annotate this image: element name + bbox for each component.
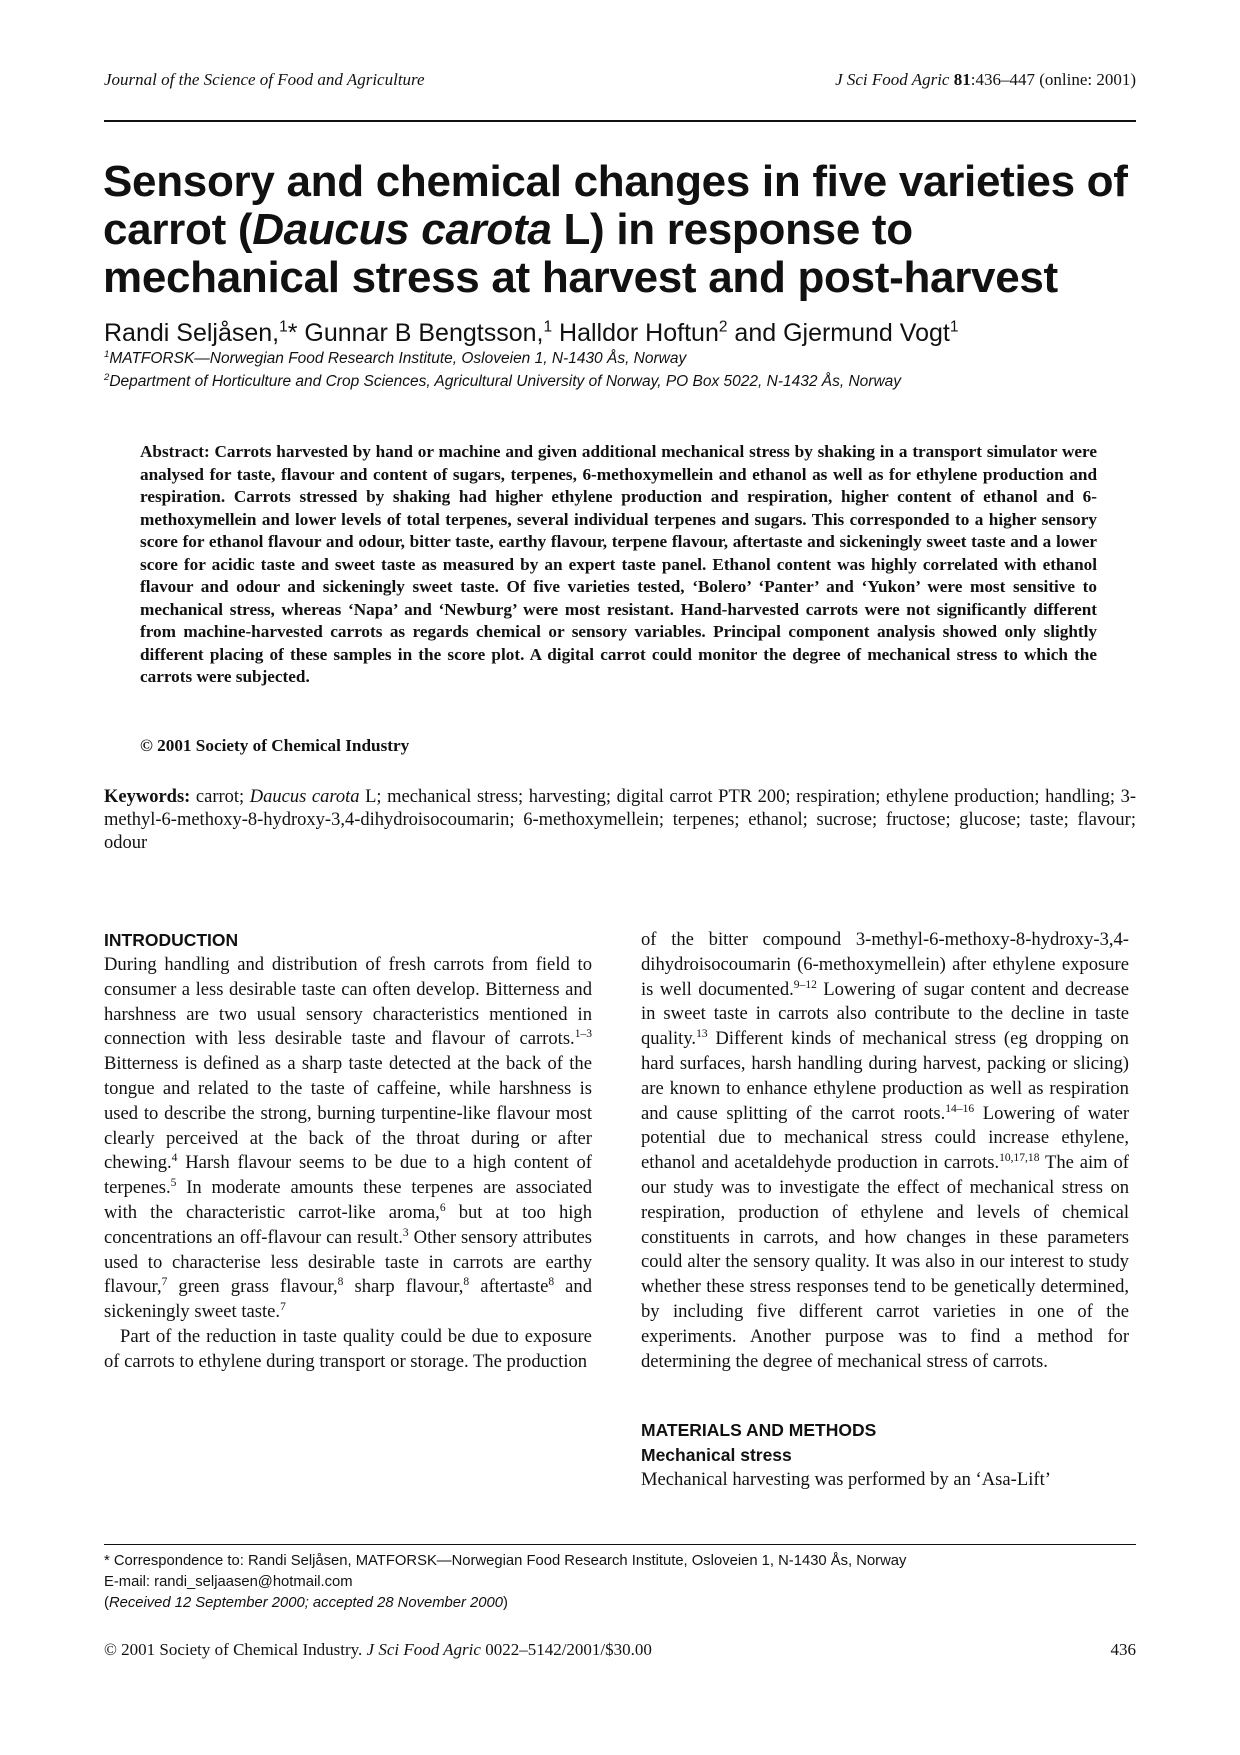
body-column-left — [104, 928, 592, 1375]
correspondence-mark: * — [287, 319, 298, 347]
page-footer — [104, 1640, 1136, 1664]
header-rule — [104, 120, 1136, 122]
citation-ref: 9–12 — [793, 978, 817, 991]
abstract-label: Abstract: — [140, 442, 210, 461]
body-column-right — [641, 928, 1129, 1493]
citation-journal: J Sci Food Agric — [835, 70, 950, 89]
author-1: Randi Seljåsen, — [104, 319, 280, 347]
keywords — [104, 786, 1136, 855]
section-gap — [641, 1374, 1129, 1418]
author-3: Halldor Hoftun — [552, 319, 719, 347]
introduction-paragraph-2: Part of the reduction in taste quality could be due to exposure of carrots to ethylene during transport or storage. The production — [104, 1325, 592, 1372]
author-1-affil: 1 — [279, 318, 288, 336]
email-note: E-mail: randi_seljaasen@hotmail.com — [104, 1574, 353, 1590]
footnote-rule — [104, 1544, 1136, 1545]
keywords-text-1: carrot; — [190, 787, 250, 807]
author-3-affil: 2 — [718, 318, 728, 336]
introduction-paragraph-1: During handling and distribution of fresh carrots from field to consumer a less desirable taste can often develop. Bitterness and harshness are two usual sensory characteristics mentioned in connection with less desirable taste and flavour of carrots.$^{1-3}$ Bitterness is defined as a sharp taste detected at the back of the tongue and related to the taste of caffeine, while harshness is used to describe the strong, burning turpentine-like flavour most clearly perceived at the back of the throat during or after chewing.$^4$ Harsh flavour seems to be due to a high content of terpenes.$^5$ In moderate amounts these terpenes are associated with the characteristic carrot-like aroma,$^6$ but at too high concentrations an off-flavour can result.$^3$ Other sensory attributes used to characterise less desirable taste in carrots are earthy flavour,$^7$ green grass flavour,$^8$ sharp flavour,$^8$ aftertaste$^8$ and sickeningly sweet taste.$^7$ — [104, 954, 593, 1323]
author-4-affil: 1 — [949, 318, 959, 336]
author-4: and Gjermund Vogt — [727, 319, 950, 347]
abstract-copyright: © 2001 Society of Chemical Industry — [140, 736, 410, 755]
affiliation-1-text: MATFORSK—Norwegian Food Research Institute, Osloveien 1, N-1430 Ås, Norway — [109, 350, 687, 367]
author-2-affil: 1 — [543, 318, 553, 336]
affiliation-2 — [104, 372, 1140, 392]
citation-ref: 6 — [439, 1201, 446, 1214]
introduction-heading: INTRODUCTION — [104, 930, 239, 950]
citation-ref: 1–3 — [574, 1028, 592, 1041]
article-title — [103, 158, 1140, 302]
introduction-paragraph-2-continued: of the bitter compound 3-methyl-6-methoxy-8-hydroxy-3,4-dihydroisocoumarin (6-methoxymellein) after ethylene exposure is well documented.$^{9-12}$ Lowering of sugar content and decrease in sweet taste in carrots also contribute to the decline in taste quality.$^{13}$ Different kinds of mechanical stress (eg dropping on hard surfaces, harsh handling during harvest, packing or slicing) are known to enhance ethylene production as well as respiration and cause splitting of the carrot roots.$^{14-16}$ Lowering of water potential due to mechanical stress could increase ethylene, ethanol and acetaldehyde production in carrots.$^{10,17,18}$ The aim of our study was to investigate the effect of mechanical stress on respiration, production of ethylene and levels of chemical constituents in carrots, and how changes in these parameters could alter the sensory quality. It was also in our interest to study whether these stress responses tend to be genetically determined, by including five different carrot varieties in one of the experiments. Another purpose was to find a method for determining the degree of mechanical stress of carrots. — [641, 929, 1130, 1372]
methods-paragraph: Mechanical harvesting was performed by an ‘Asa-Lift’ — [641, 1469, 1051, 1491]
footer-copyright — [104, 1640, 652, 1660]
author-list — [104, 318, 1140, 348]
citation-ref: 7 — [280, 1300, 286, 1313]
citation-ref: 8 — [548, 1276, 555, 1289]
citation — [835, 70, 1136, 90]
footer-copyright-text: © 2001 Society of Chemical Industry. — [104, 1640, 367, 1659]
citation-ref: 5 — [170, 1176, 177, 1189]
correspondence-note: * Correspondence to: Randi Seljåsen, MATFORSK—Norwegian Food Research Institute, Osloveien 1, N-1430 Ås, Norway — [104, 1553, 907, 1569]
footer-journal: J Sci Food Agric — [366, 1640, 481, 1659]
citation-ref: 10,17,18 — [999, 1151, 1040, 1164]
keywords-label: Keywords: — [104, 787, 191, 807]
citation-volume: 81 — [953, 70, 971, 89]
footer-issn: 0022–5142/2001/$30.00 — [480, 1640, 652, 1659]
footnotes — [104, 1551, 1136, 1614]
citation-ref: 8 — [337, 1276, 344, 1289]
mechanical-stress-subheading: Mechanical stress — [641, 1445, 792, 1466]
citation-pages: :436–447 (online: 2001) — [970, 70, 1136, 89]
keywords-italic: Daucus carota — [249, 787, 360, 807]
keywords-text-2: L; mechanical stress; harvesting; digital carrot PTR 200; respiration; ethylene production; handling; 3-methyl-6-methoxy-8-hydroxy-3,4-dihydroisocoumarin; 6-methoxymellein; terpenes; ethanol; sucrose; fructose; glucose; taste; flavour; odour — [104, 787, 1136, 853]
title-italic: Daucus carota — [252, 205, 552, 254]
citation-ref: 14–16 — [945, 1102, 975, 1115]
affiliation-1 — [104, 349, 1140, 369]
abstract-text: Carrots harvested by hand or machine and given additional mechanical stress by shaking in a transport simulator were analysed for taste, flavour and content of sugars, terpenes, 6-methoxymellein and ethanol as well as for ethylene production and respiration. Carrots stressed by shaking had higher ethylene production and respiration, higher content of ethanol and 6-methoxymellein and lower levels of total terpenes, several individual terpenes and sugars. This corresponded to a higher sensory score for ethanol flavour and odour, bitter taste, earthy flavour, terpene flavour, aftertaste and sickeningly sweet taste and a lower score for acidic taste and sweet taste as measured by an expert taste panel. Ethanol content was highly correlated with ethanol flavour and odour and sickeningly sweet taste. Of five varieties tested, ‘Bolero’ ‘Panter’ and ‘Yukon’ were most sensitive to mechanical stress, whereas ‘Napa’ and ‘Newburg’ were most resistant. Hand-harvested carrots were not significantly different from machine-harvested carrots as regards chemical or sensory variables. Principal component analysis showed only slightly different placing of these samples in the score plot. A digital carrot could monitor the degree of mechanical stress to which the carrots were subjected. — [140, 442, 1097, 686]
citation-ref: 7 — [161, 1276, 168, 1289]
abstract — [140, 441, 1097, 689]
affiliation-2-number: 2 — [104, 371, 110, 383]
affiliation-2-text: Department of Horticulture and Crop Sciences, Agricultural University of Norway, PO Box 5022, N-1432 Ås, Norway — [109, 373, 902, 390]
title-text-1: Sensory and chemical changes in five varieties of carrot ( — [103, 157, 1128, 254]
citation-ref: 4 — [171, 1152, 178, 1165]
author-2: Gunnar B Bengtsson, — [297, 319, 544, 347]
page-number: 436 — [1110, 1640, 1136, 1659]
title-text-2: L) in response to mechanical stress at harvest and post-harvest — [103, 205, 1058, 302]
citation-ref: 13 — [696, 1028, 708, 1040]
running-header — [104, 70, 1136, 94]
journal-name: Journal of the Science of Food and Agriculture — [104, 70, 425, 89]
received-dates: Received 12 September 2000; accepted 28 November 2000 — [108, 1595, 503, 1611]
citation-ref: 3 — [402, 1226, 409, 1239]
citation-ref: 8 — [463, 1276, 470, 1289]
methods-heading: MATERIALS AND METHODS — [641, 1420, 877, 1441]
affiliation-1-number: 1 — [104, 348, 110, 360]
received-note: (Received 12 September 2000; accepted 28 November 2000) — [104, 1595, 508, 1611]
